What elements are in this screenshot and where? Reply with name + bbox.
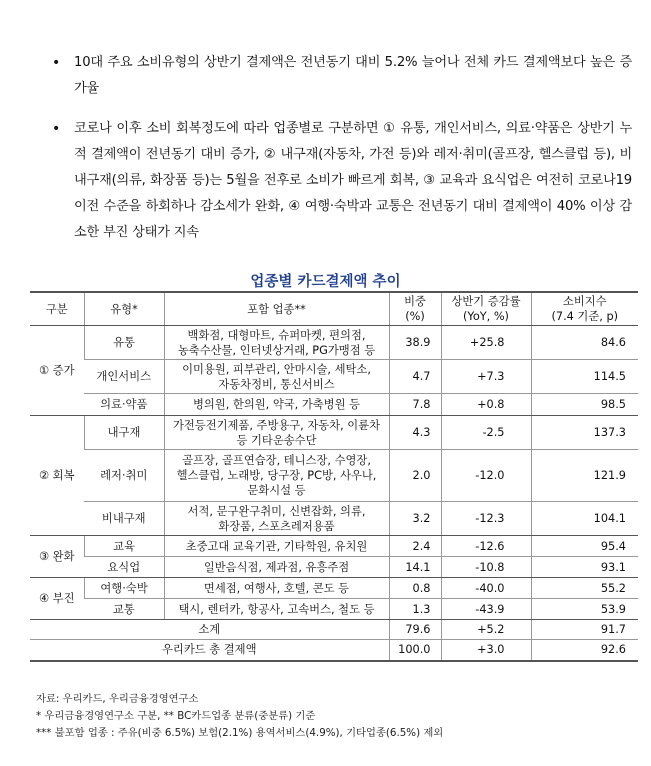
included-cell: 택시, 렌터카, 항공사, 고속버스, 철도 등 [164, 599, 389, 620]
card-payment-table [30, 291, 638, 662]
share-cell: 7.8 [389, 394, 441, 416]
share-cell: 4.3 [389, 416, 441, 450]
header-included: 포함 업종** [164, 292, 389, 326]
included-cell: 일반음식점, 제과점, 유흥주점 [164, 557, 389, 578]
table-row [30, 360, 638, 394]
yoy-cell: -43.9 [441, 599, 531, 620]
index-cell: 84.6 [531, 326, 638, 360]
index-cell: 104.1 [531, 502, 638, 536]
type-cell: 교육 [84, 536, 164, 557]
bullet-item [52, 116, 632, 246]
included-cell: 골프장, 골프연습장, 테니스장, 수영장, 헬스클럽, 노래방, 당구장, PC방, 사우나, 문화시설 등 [164, 450, 389, 502]
header-share: 비중 (%) [389, 292, 441, 326]
share-cell: 14.1 [389, 557, 441, 578]
source-note: 자료: 우리카드, 우리금융경영연구소 [36, 693, 199, 705]
bullet-list [52, 50, 632, 260]
share-cell: 0.8 [389, 578, 441, 599]
index-cell: 55.2 [531, 578, 638, 599]
yoy-cell: +0.8 [441, 394, 531, 416]
yoy-cell: -12.6 [441, 536, 531, 557]
group-label: ③ 완화 [30, 536, 84, 578]
header-group: 구분 [30, 292, 84, 326]
group-label: ② 회복 [30, 416, 84, 536]
share-cell: 38.9 [389, 326, 441, 360]
bullet-text: 코로나 이후 소비 회복정도에 따라 업종별로 구분하면 ① 유통, 개인서비스, 의료·약품은 상반기 누적 결제액이 전년동기 대비 증가, ② 내구재(자동차, 가전 등)와 레저·취미(골프장, 헬스클럽 등), 비내구재(의류, 화장품 등)는 5월을 전후로 소비가 빠르게 회복, ③ 교육과 요식업은 여전히 코로나19 이전 수준을 하회하나 감소세가 완화, ④ 여행·숙박과 교통은 전년동기 대비 결제액이 40% 이상 감소한 부진 상태가 지속 [74, 121, 632, 240]
subtotal-share: 79.6 [389, 620, 441, 640]
subtotal-yoy: +5.2 [441, 620, 531, 640]
included-cell: 이미용원, 피부관리, 안마시술, 세탁소, 자동차정비, 통신서비스 [164, 360, 389, 394]
type-cell: 유통 [84, 326, 164, 360]
type-cell: 레저·취미 [84, 450, 164, 502]
yoy-cell: -10.8 [441, 557, 531, 578]
index-cell: 95.4 [531, 536, 638, 557]
yoy-cell: -2.5 [441, 416, 531, 450]
table-row [30, 394, 638, 416]
included-cell: 서적, 문구완구취미, 신변잡화, 의류, 화장품, 스포츠레저용품 [164, 502, 389, 536]
included-cell: 초중고대 교육기관, 기타학원, 유치원 [164, 536, 389, 557]
index-cell: 93.1 [531, 557, 638, 578]
share-cell: 1.3 [389, 599, 441, 620]
index-cell: 121.9 [531, 450, 638, 502]
index-cell: 137.3 [531, 416, 638, 450]
index-cell: 53.9 [531, 599, 638, 620]
index-cell: 98.5 [531, 394, 638, 416]
type-cell: 의료·약품 [84, 394, 164, 416]
header-type: 유형* [84, 292, 164, 326]
type-cell: 비내구재 [84, 502, 164, 536]
table-row [30, 599, 638, 620]
type-cell: 요식업 [84, 557, 164, 578]
table-row [30, 502, 638, 536]
grand-total-share: 100.0 [389, 640, 441, 661]
table-header-row [30, 292, 638, 326]
bullet-item [52, 50, 632, 102]
type-cell: 교통 [84, 599, 164, 620]
subtotal-label: 소계 [30, 620, 389, 640]
table-notes [36, 691, 443, 742]
group-label: ④ 부진 [30, 578, 84, 620]
yoy-cell: +25.8 [441, 326, 531, 360]
included-cell: 백화점, 대형마트, 슈퍼마켓, 편의점, 농축수산물, 인터넷상거래, PG가맹점 등 [164, 326, 389, 360]
subtotal-row [30, 620, 638, 640]
included-cell: 병의원, 한의원, 약국, 가축병원 등 [164, 394, 389, 416]
table-row [30, 416, 638, 450]
group-label: ① 증가 [30, 326, 84, 416]
share-cell: 4.7 [389, 360, 441, 394]
bullet-dot-icon: • [52, 55, 61, 71]
footnote-2: *** 불포함 업종 : 주유(비중 6.5%) 보험(2.1%) 용역서비스(4.9%), 기타업종(6.5%) 제외 [36, 727, 444, 739]
type-cell: 개인서비스 [84, 360, 164, 394]
footnote-1: * 우리금융경영연구소 구분, ** BC카드업종 분류(중분류) 기준 [36, 710, 316, 722]
table-row [30, 450, 638, 502]
index-cell: 114.5 [531, 360, 638, 394]
table-title: 업종별 카드결제액 추이 [250, 274, 401, 290]
table-row [30, 326, 638, 360]
yoy-cell: -40.0 [441, 578, 531, 599]
bullet-text: 10대 주요 소비유형의 상반기 결제액은 전년동기 대비 5.2% 늘어나 전체 카드 결제액보다 높은 증가율 [74, 55, 632, 96]
share-cell: 3.2 [389, 502, 441, 536]
share-cell: 2.0 [389, 450, 441, 502]
grand-total-index: 92.6 [531, 640, 638, 661]
yoy-cell: -12.3 [441, 502, 531, 536]
grand-total-label: 우리카드 총 결제액 [30, 640, 389, 661]
grand-total-yoy: +3.0 [441, 640, 531, 661]
included-cell: 면세점, 여행사, 호텔, 콘도 등 [164, 578, 389, 599]
type-cell: 내구재 [84, 416, 164, 450]
type-cell: 여행·숙박 [84, 578, 164, 599]
header-yoy: 상반기 증감률 (YoY, %) [441, 292, 531, 326]
header-index: 소비지수 (7.4 기준, p) [531, 292, 638, 326]
table-row [30, 536, 638, 557]
bullet-dot-icon: • [52, 121, 61, 137]
yoy-cell: +7.3 [441, 360, 531, 394]
share-cell: 2.4 [389, 536, 441, 557]
table-row [30, 578, 638, 599]
table-row [30, 557, 638, 578]
subtotal-index: 91.7 [531, 620, 638, 640]
yoy-cell: -12.0 [441, 450, 531, 502]
included-cell: 가전등전기제품, 주방용구, 자동차, 이륜차 등 기타운송수단 [164, 416, 389, 450]
grand-total-row [30, 640, 638, 661]
